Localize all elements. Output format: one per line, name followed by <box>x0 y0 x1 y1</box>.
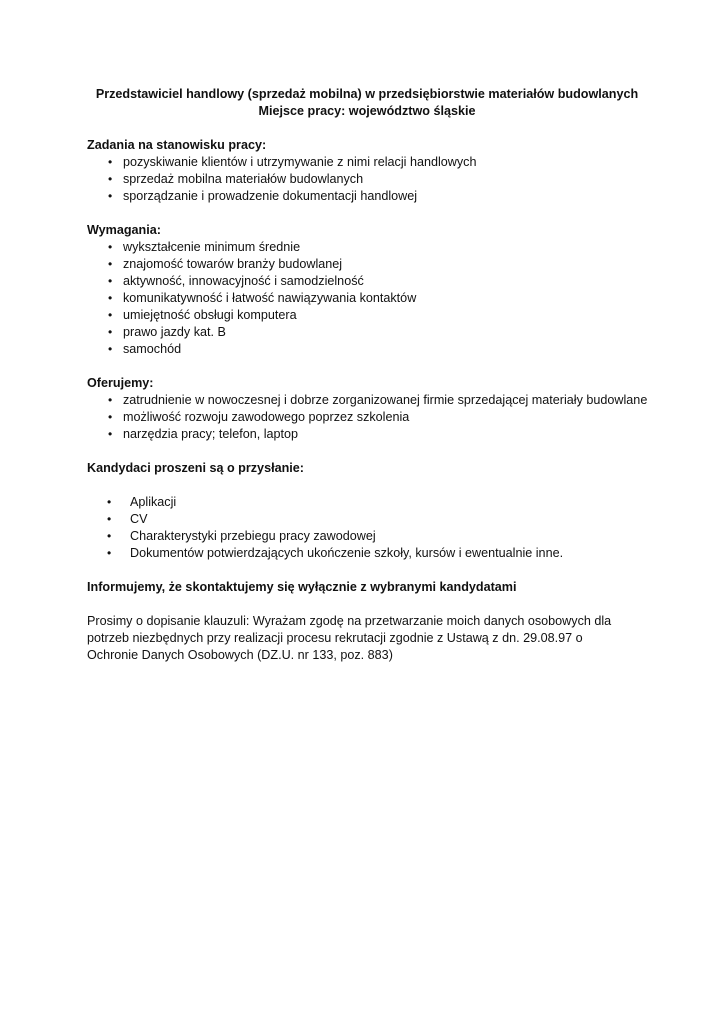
list-item-text: aktywność, innowacyjność i samodzielność <box>123 274 364 288</box>
list-item <box>87 511 647 528</box>
list-item <box>87 494 647 511</box>
list-item-text: narzędzia pracy; telefon, laptop <box>123 427 299 441</box>
list-item <box>87 341 647 358</box>
candidates-list <box>87 494 647 562</box>
bullet-icon: • <box>107 529 112 543</box>
requirements-section <box>87 222 647 358</box>
offer-list <box>87 392 647 443</box>
bullet-icon: • <box>107 512 112 526</box>
list-item-text: umiejętność obsługi komputera <box>123 308 297 322</box>
bullet-icon: • <box>108 393 113 407</box>
list-item <box>87 256 647 273</box>
list-item <box>87 409 647 426</box>
bullet-icon: • <box>108 342 113 356</box>
list-item <box>87 239 647 256</box>
list-item <box>87 528 647 545</box>
requirements-list <box>87 239 647 358</box>
bullet-icon: • <box>108 155 113 169</box>
list-item <box>87 154 647 171</box>
offer-section <box>87 375 647 443</box>
list-item-text: znajomość towarów branży budowlanej <box>123 257 343 271</box>
list-item-text: samochód <box>123 342 182 356</box>
bullet-icon: • <box>108 274 113 288</box>
list-item-text: Charakterystyki przebiegu pracy zawodowej <box>130 529 376 543</box>
list-item <box>87 426 647 443</box>
document-title <box>87 86 647 120</box>
list-item-text: Aplikacji <box>130 495 177 509</box>
title-position: Przedstawiciel handlowy (sprzedaż mobilna) w przedsiębiorstwie materiałów budowlanych <box>95 87 639 101</box>
bullet-icon: • <box>108 325 113 339</box>
list-item-text: Dokumentów potwierdzających ukończenie szkoły, kursów i ewentualnie inne. <box>130 546 564 560</box>
consent-clause: Prosimy o dopisanie klauzuli: Wyrażam zgodę na przetwarzanie moich danych osobowych dla potrzeb niezbędnych przy realizacji procesu rekrutacji zgodnie z Ustawą z dn. 29.08.97 o Ochronie Danych Osobowych (DZ.U. nr 133, poz. 883) <box>87 614 612 662</box>
bullet-icon: • <box>108 308 113 322</box>
notice-section <box>87 579 647 596</box>
candidates-section <box>87 460 647 562</box>
clause-section <box>87 613 647 664</box>
tasks-section <box>87 137 647 205</box>
tasks-heading: Zadania na stanowisku pracy: <box>87 138 267 152</box>
list-item-text: zatrudnienie w nowoczesnej i dobrze zorganizowanej firmie sprzedającej materiały budowlane <box>123 393 648 407</box>
list-item <box>87 307 647 324</box>
list-item-text: prawo jazdy kat. B <box>123 325 226 339</box>
bullet-icon: • <box>107 495 112 509</box>
title-location: Miejsce pracy: województwo śląskie <box>258 104 476 118</box>
list-item-text: możliwość rozwoju zawodowego poprzez szkolenia <box>123 410 410 424</box>
list-item-text: sprzedaż mobilna materiałów budowlanych <box>123 172 364 186</box>
list-item-text: komunikatywność i łatwość nawiązywania kontaktów <box>123 291 417 305</box>
tasks-list <box>87 154 647 205</box>
list-item <box>87 392 647 409</box>
list-item-text: sporządzanie i prowadzenie dokumentacji handlowej <box>123 189 418 203</box>
spacer <box>87 477 647 494</box>
bullet-icon: • <box>108 427 113 441</box>
offer-heading: Oferujemy: <box>87 376 154 390</box>
candidates-heading: Kandydaci proszeni są o przysłanie: <box>87 461 304 475</box>
requirements-heading: Wymagania: <box>87 223 161 237</box>
bullet-icon: • <box>107 546 112 560</box>
list-item-text: pozyskiwanie klientów i utrzymywanie z nimi relacji handlowych <box>123 155 477 169</box>
list-item <box>87 324 647 341</box>
list-item <box>87 273 647 290</box>
bullet-icon: • <box>108 240 113 254</box>
bullet-icon: • <box>108 172 113 186</box>
bullet-icon: • <box>108 257 113 271</box>
contact-notice: Informujemy, że skontaktujemy się wyłącznie z wybranymi kandydatami <box>87 580 517 594</box>
bullet-icon: • <box>108 291 113 305</box>
list-item-text: wykształcenie minimum średnie <box>123 240 301 254</box>
bullet-icon: • <box>108 410 113 424</box>
bullet-icon: • <box>108 189 113 203</box>
list-item <box>87 290 647 307</box>
list-item <box>87 545 647 562</box>
job-offer-document <box>87 86 647 664</box>
list-item-text: CV <box>130 512 148 526</box>
list-item <box>87 188 647 205</box>
list-item <box>87 171 647 188</box>
